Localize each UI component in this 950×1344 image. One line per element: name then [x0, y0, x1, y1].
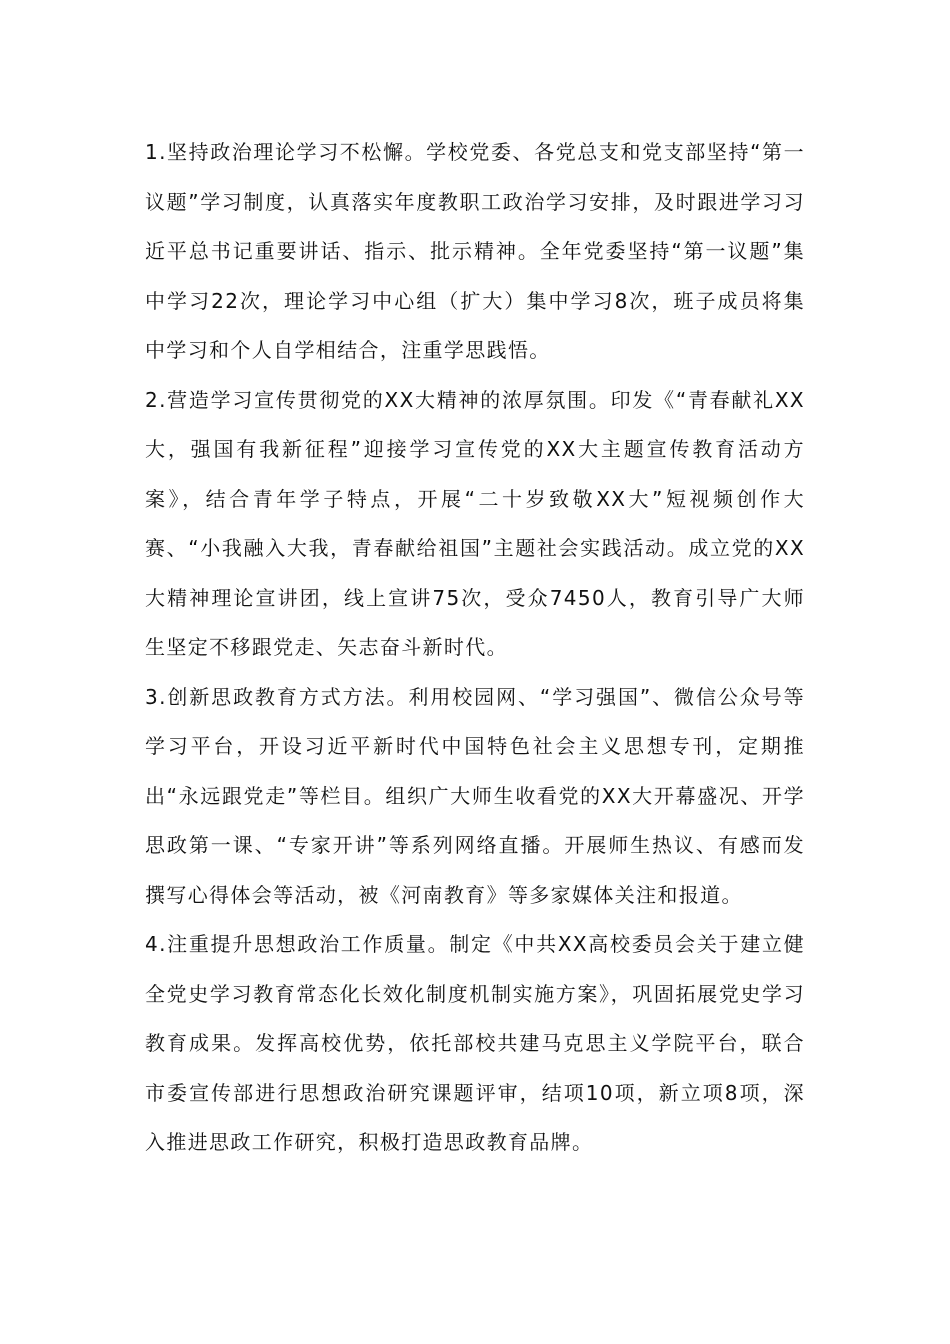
- paragraph-1: 1.坚持政治理论学习不松懈。学校党委、各党总支和党支部坚持“第一议题”学习制度，认真落实年度教职工政治学习安排，及时跟进学习习近平总书记重要讲话、指示、批示精神。全年党委坚持“第一议题”集中学习22次，理论学习中心组（扩大）集中学习8次，班子成员将集中学习和个人自学相结合，注重学思践悟。: [145, 140, 805, 362]
- paragraph-4: 4.注重提升思想政治工作质量。制定《中共XX高校委员会关于建立健全党史学习教育常态化长效化制度机制实施方案》，巩固拓展党史学习教育成果。发挥高校优势，依托部校共建马克思主义学院平台，联合市委宣传部进行思想政治研究课题评审，结项10项，新立项8项，深入推进思政工作研究，积极打造思政教育品牌。: [145, 932, 805, 1154]
- paragraph-3: 3.创新思政教育方式方法。利用校园网、“学习强国”、微信公众号等学习平台，开设习近平新时代中国特色社会主义思想专刊，定期推出“永远跟党走”等栏目。组织广大师生收看党的XX大开幕盛况、开学思政第一课、“专家开讲”等系列网络直播。开展师生热议、有感而发撰写心得体会等活动，被《河南教育》等多家媒体关注和报道。: [145, 684, 805, 907]
- document-body: [145, 128, 805, 1168]
- paragraph-2: 2.营造学习宣传贯彻党的XX大精神的浓厚氛围。印发《“青春献礼XX大，强国有我新征程”迎接学习宣传党的XX大主题宣传教育活动方案》，结合青年学子特点，开展“二十岁致敬XX大”短视频创作大赛、“小我融入大我，青春献给祖国”主题社会实践活动。成立党的XX大精神理论宣讲团，线上宣讲75次，受众7450人，教育引导广大师生坚定不移跟党走、矢志奋斗新时代。: [145, 387, 805, 659]
